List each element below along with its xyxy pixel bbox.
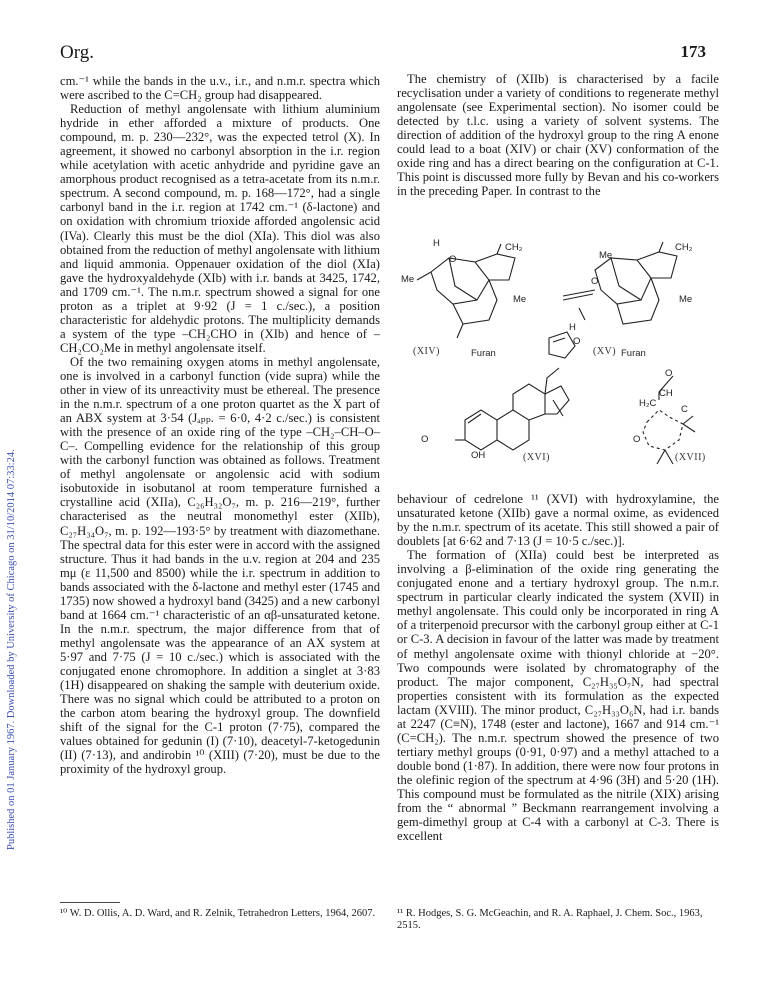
structure-caption: (XVII)	[675, 452, 706, 463]
atom-label: OH	[471, 450, 486, 461]
paragraph: The formation of (XIIa) could best be interpreted as involving a β-elimination of the oxide ring generating the conjugated enone and a tertiary hydroxyl group. The n.m.r. spectrum in particular clearly indicated the system (XVII) in methyl angolensate. This could only be incorporated in ring A of a triterpenoid precursor with the carbonyl group either at C-1 or C-3. A decision in favour of the latter was made by treatment of methyl angolensate oxime with thionyl chloride at −20°. Two compounds were isolated by chromatography of the product. The major component, C₂₇H₃₅O₇N, had spectral properties consistent with its formulation as the expected lactam (XVIII). The minor product, C₂₇H₃₃O₆N, had i.r. bands at 2247 (C≡N), 1748 (ester and lactone), 1667 and 914 cm.⁻¹ (C=CH₂). The n.m.r. spectrum showed the presence of two tertiary methyl groups (0·91, 0·97) and a methyl attached to a double bond (1·87). In addition, there were now four protons in the olefinic region of the spectrum at 4·96 (3H) and 5·20 (1H). This compound must be formulated as the nitrile (XIX) arising from the “ abnormal ” Beckmann rearrangement involving a gem-dimethyl group at C-4 with a carbonyl at C-3. There is excellent	[397, 548, 719, 844]
paragraph: The chemistry of (XIIb) is characterised by a facile recyclisation under a variety of conditions to regenerate methyl angolensate (see Experimental section). No isomer could be detected by t.l.c. using a variety of solvent systems. The direction of addition of the hydroxyl group to the ring A enone could lead to a boat (XIV) or chair (XV) conformation of the oxide ring and has a direct bearing on the configuration at C-1. This point is discussed more fully by Bevan and his co-workers in the preceding Paper. In contrast to the	[397, 72, 719, 199]
left-column	[60, 74, 380, 776]
download-notice: Published on 01 January 1967. Downloaded by University of Chicago on 31/10/2014 07:33:24.	[6, 449, 17, 850]
footnote-rule	[60, 902, 120, 903]
paragraph: Reduction of methyl angolensate with lithium aluminium hydride in ether afforded a mixture of products. One compound, m. p. 230—232°, was the expected tetrol (X). In agreement, it showed no carbonyl absorption in the i.r. region while acetylation with acetic anhydride and pyridine gave an amorphous product recognised as a tetra-acetate from its n.m.r. spectrum. A second compound, m. p. 168—172°, had a single carbonyl band in the i.r. region at 1742 cm.⁻¹ (δ-lactone) and on oxidation with chromium trioxide afforded angolensic acid (IVa). Clearly this must be the diol (XIa). This diol was also obtained from the reduction of methyl angolensate with lithium and liquid ammonia. Oppenauer oxidation of the diol (XIa) gave the hydroxyaldehyde (XIb) with i.r. bands at 3425, 1742, and 1709 cm.⁻¹. The n.m.r. spectrum showed a signal for one proton as a triplet at 9·92 (J = 1 c./sec.), a position characteristic for aldehydic protons. The multiplicity demands a system of the type –CH₂CHO in (XIb) and hence of –CH₂CO₂Me in methyl angolensate itself.	[60, 102, 380, 355]
atom-label: Furan	[621, 348, 646, 359]
atom-label: O	[591, 276, 599, 287]
atom-label: CH₂	[505, 242, 523, 253]
right-column-bottom	[397, 492, 719, 843]
download-sidebar	[6, 150, 20, 850]
atom-label: O	[633, 434, 641, 445]
atom-label: O	[573, 336, 581, 347]
atom-label: C	[681, 404, 688, 415]
right-column-top	[397, 72, 719, 198]
structures-figure	[397, 228, 719, 486]
structure-caption: (XV)	[593, 346, 617, 357]
atom-label: O	[421, 434, 429, 445]
atom-label: H₂C	[639, 398, 657, 409]
footnote-11: ¹¹ R. Hodges, S. G. McGeachin, and R. A. Raphael, J. Chem. Soc., 1963, 2515.	[397, 908, 703, 931]
atom-label: Me	[679, 294, 693, 305]
structure-caption: (XVI)	[523, 452, 550, 463]
structure-caption: (XIV)	[413, 346, 440, 357]
atom-label: Me	[401, 274, 415, 285]
atom-label: H	[433, 238, 440, 249]
paragraph: cm.⁻¹ while the bands in the u.v., i.r., and n.m.r. spectra which were ascribed to the C=CH₂ group had disappeared.	[60, 74, 380, 103]
chemical-structures-drawing	[397, 228, 719, 486]
atom-label: O	[449, 254, 457, 265]
atom-label: Furan	[471, 348, 496, 359]
atom-label: O	[665, 368, 673, 379]
paragraph: behaviour of cedrelone ¹¹ (XVI) with hydroxylamine, the unsaturated ketone (XIIb) gave a normal oxime, as evidenced by the n.m.r. spectrum of its acetate. This still showed a pair of doublets [at 6·62 and 7·13 (J = 10·5 c./sec.)].	[397, 492, 719, 549]
atom-label: CH₂	[675, 242, 693, 253]
footnote-10: ¹⁰ W. D. Ollis, A. D. Ward, and R. Zelnik, Tetrahedron Letters, 1964, 2607.	[60, 908, 376, 919]
paragraph: Of the two remaining oxygen atoms in methyl angolensate, one is involved in a carbonyl function (vide supra) while the other in view of its unreactivity must be ethereal. The presence in the n.m.r. spectrum of a one proton quartet as the X part of an ABX system at 3·54 (Jₐₚₚ. = 6·0, 4·2 c./sec.) is consistent with the presence of an oxide ring of the type –CH₂–CH–O–C–. Compelling evidence for the relationship of this group with the carbonyl function was obtained as follows. Treatment of methyl angolensate or angolensic acid with sodium isobutoxide in isobutanol at room temperature furnished a crystalline acid (XIIa), C₂₆H₃₂O₇, m. p. 216—219°, further characterised as the neutral monomethyl ester (XIIb), C₂₇H₃₄O₇, m. p. 192—193·5° by treatment with diazomethane. The spectral data for this ester were in accord with the assigned structure. Thus it had bands in the u.v. region at 204 and 235 mμ (ε 11,500 and 8500) while the i.r. spectrum in addition to bands associated with the δ-lactone and methyl ester (1745 and 1735) now showed a hydroxyl band (3425) and a new carbonyl band at 1664 cm.⁻¹ characteristic of an αβ-unsaturated ketone. In the n.m.r. spectrum, the major difference from that of methyl angolensate was the appearance of an AX system at 5·97 and 7·75 (J = 10 c./sec.) which is associated with the conjugated enone chromophore. In addition a singlet at 3·83 (1H) disappeared on shaking the sample with deuterium oxide. There was no signal which could be attributed to a proton on the carbon atom bearing the hydroxyl group. The downfield shift of the signal for the C-1 proton (7·75), compared the values obtained for gedunin (I) (7·10), deacetyl-7-ketogedunin (II) (7·13), and andirobin ¹⁰ (XIII) (7·20), must be due to the proximity of the hydroxyl group.	[60, 354, 380, 777]
page-number: 173	[680, 42, 706, 61]
atom-label: Me	[513, 294, 527, 305]
atom-label: Me	[599, 250, 613, 261]
atom-label: CH	[659, 388, 673, 399]
journal-section: Org.	[60, 42, 94, 63]
atom-label: H	[569, 322, 576, 333]
